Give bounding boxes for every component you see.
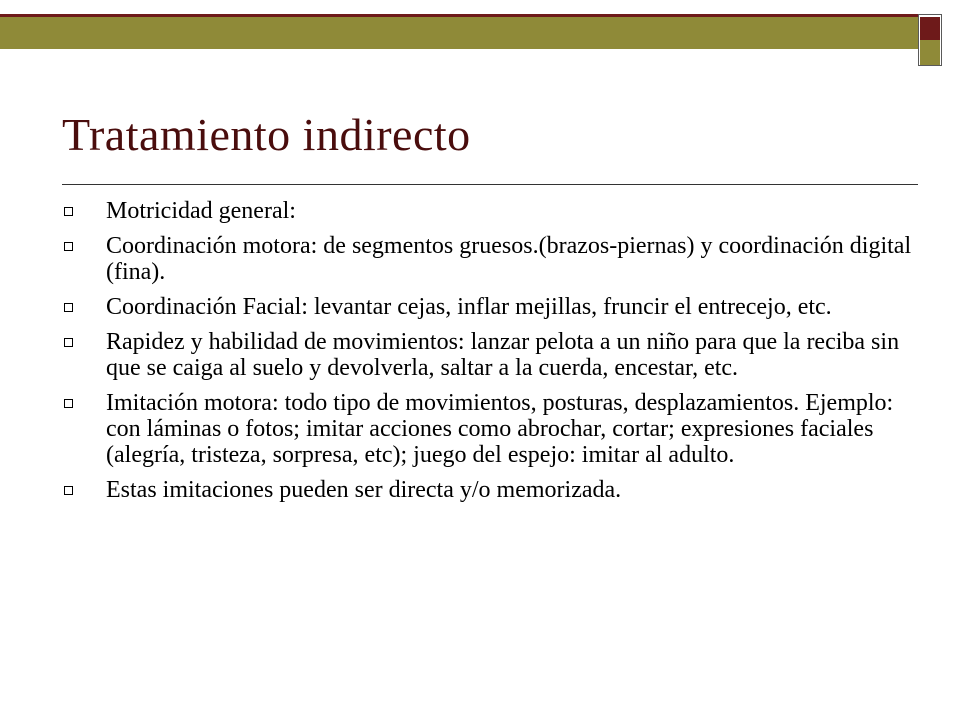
hollow-square-icon (64, 242, 73, 251)
hollow-square-icon (64, 303, 73, 312)
bullet-text: Motricidad general: (106, 198, 296, 224)
bullet-list (62, 198, 912, 512)
bullet-text: Imitación motora: todo tipo de movimientos, posturas, desplazamientos. Ejemplo: con láminas o fotos; imitar acciones como abrochar, cortar; expresiones faciales (alegría, tristeza, sorpresa, etc); juego del espejo: imitar al adulto. (106, 390, 894, 468)
olive-stripe (0, 17, 918, 49)
hollow-square-icon (64, 399, 73, 408)
bullet-text: Coordinación Facial: levantar cejas, inflar mejillas, fruncir el entrecejo, etc. (106, 294, 832, 320)
bullet-text: Estas imitaciones pueden ser directa y/o memorizada. (106, 477, 622, 503)
list-item (62, 233, 912, 285)
title-divider (62, 184, 918, 185)
decorative-header-bar (0, 0, 960, 66)
hollow-square-icon (64, 486, 73, 495)
list-item (62, 294, 912, 320)
bullet-text: Coordinación motora: de segmentos gruesos.(brazos-piernas) y coordinación digital (fina). (106, 233, 912, 285)
list-item (62, 477, 912, 503)
slide-title: Tratamiento indirecto (62, 109, 471, 160)
corner-square-frame (918, 14, 942, 66)
list-item (62, 329, 912, 381)
list-item (62, 390, 912, 468)
bullet-text: Rapidez y habilidad de movimientos: lanzar pelota a un niño para que la reciba sin que se caiga al suelo y devolverla, saltar a la cuerda, encestar, etc. (106, 329, 900, 381)
list-item (62, 198, 912, 224)
hollow-square-icon (64, 207, 73, 216)
hollow-square-icon (64, 338, 73, 347)
